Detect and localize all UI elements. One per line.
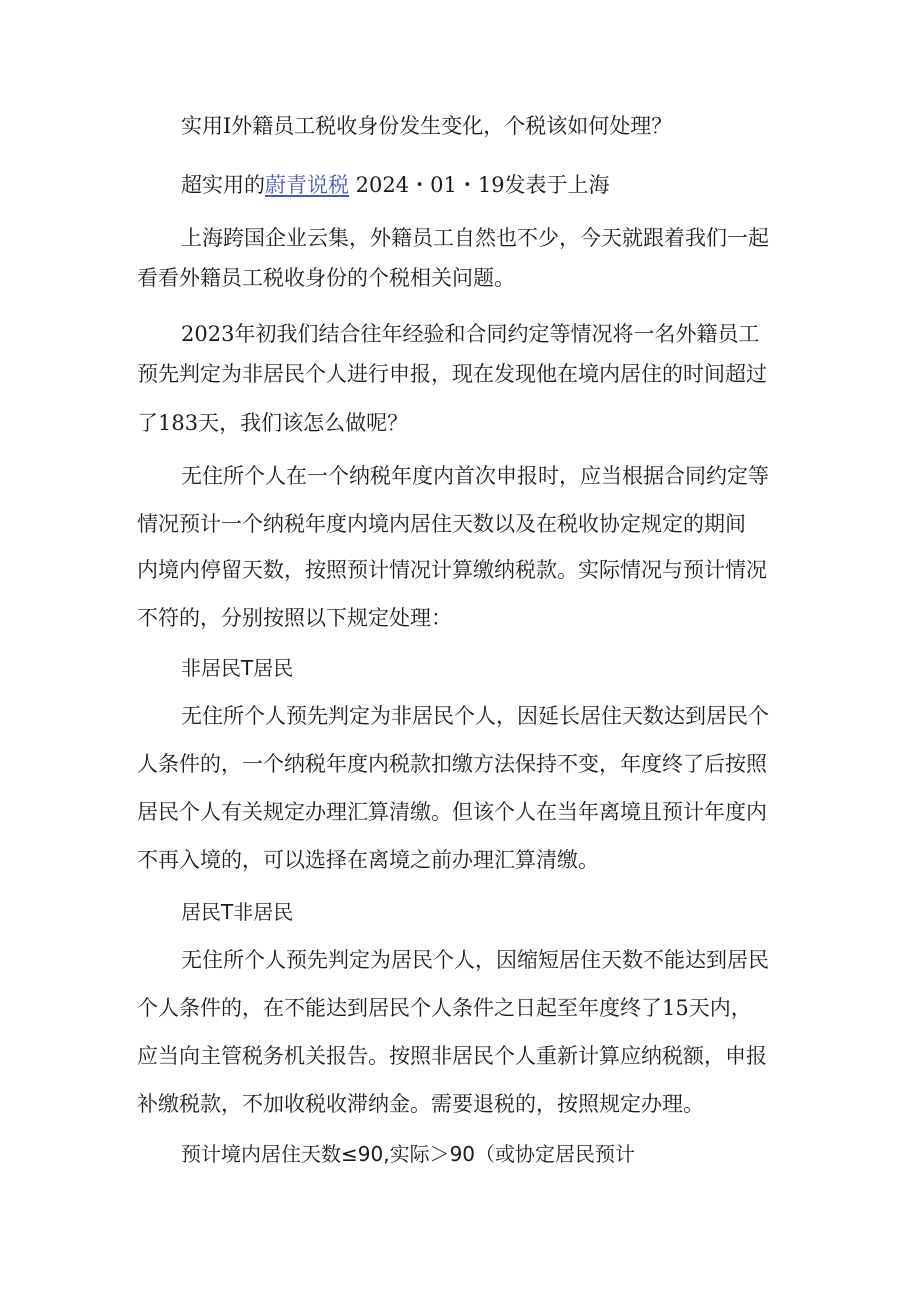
- section-heading-nonresident-to-resident: 非居民T居民: [181, 656, 294, 680]
- paragraph-line: 预先判定为非居民个人进行申报，现在发现他在境内居住的时间超过: [137, 362, 767, 386]
- paragraph-line: 补缴税款，不加收税收滞纳金。需要退税的，按照规定办理。: [137, 1092, 704, 1116]
- author-link[interactable]: 蔚青说税: [265, 173, 349, 197]
- paragraph-line: 内境内停留天数，按照预计情况计算缴纳税款。实际情况与预计情况: [137, 558, 767, 582]
- byline-prefix: 超实用的: [181, 173, 265, 197]
- section-heading-expected-days: 预计境内居住天数≤90,实际＞90（或协定居民预计: [181, 1142, 636, 1166]
- paragraph-line: 上海跨国企业云集，外籍员工自然也不少，今天就跟着我们一起: [181, 226, 769, 250]
- byline-date-location: 2024・01・19发表于上海: [349, 173, 610, 197]
- section-heading-resident-to-nonresident: 居民T非居民: [181, 900, 294, 924]
- article-title: 实用I外籍员工税收身份发生变化，个税该如何处理？: [181, 114, 673, 138]
- paragraph-line: 情况预计一个纳税年度内境内居住天数以及在税收协定规定的期间: [137, 512, 746, 536]
- paragraph-line: 看看外籍员工税收身份的个税相关问题。: [137, 266, 515, 290]
- paragraph-line: 了183天，我们该怎么做呢？: [137, 411, 409, 435]
- paragraph-line: 无住所个人预先判定为非居民个人，因延长居住天数达到居民个: [181, 704, 769, 728]
- paragraph-line: 应当向主管税务机关报告。按照非居民个人重新计算应纳税额，申报: [137, 1044, 767, 1068]
- paragraph-line: 个人条件的，在不能达到居民个人条件之日起至年度终了15天内，: [137, 996, 752, 1020]
- paragraph-line: 无住所个人在一个纳税年度内首次申报时，应当根据合同约定等: [181, 464, 769, 488]
- paragraph-line: 居民个人有关规定办理汇算清缴。但该个人在当年离境且预计年度内: [137, 800, 767, 824]
- paragraph-line: 不再入境的，可以选择在离境之前办理汇算清缴。: [137, 848, 599, 872]
- paragraph-line: 2023年初我们结合往年经验和合同约定等情况将一名外籍员工: [181, 322, 760, 346]
- paragraph-line: 无住所个人预先判定为居民个人，因缩短居住天数不能达到居民: [181, 948, 769, 972]
- paragraph-line: 不符的，分别按照以下规定处理：: [137, 606, 452, 630]
- paragraph-line: 人条件的，一个纳税年度内税款扣缴方法保持不变，年度终了后按照: [137, 752, 767, 776]
- byline: [181, 171, 610, 199]
